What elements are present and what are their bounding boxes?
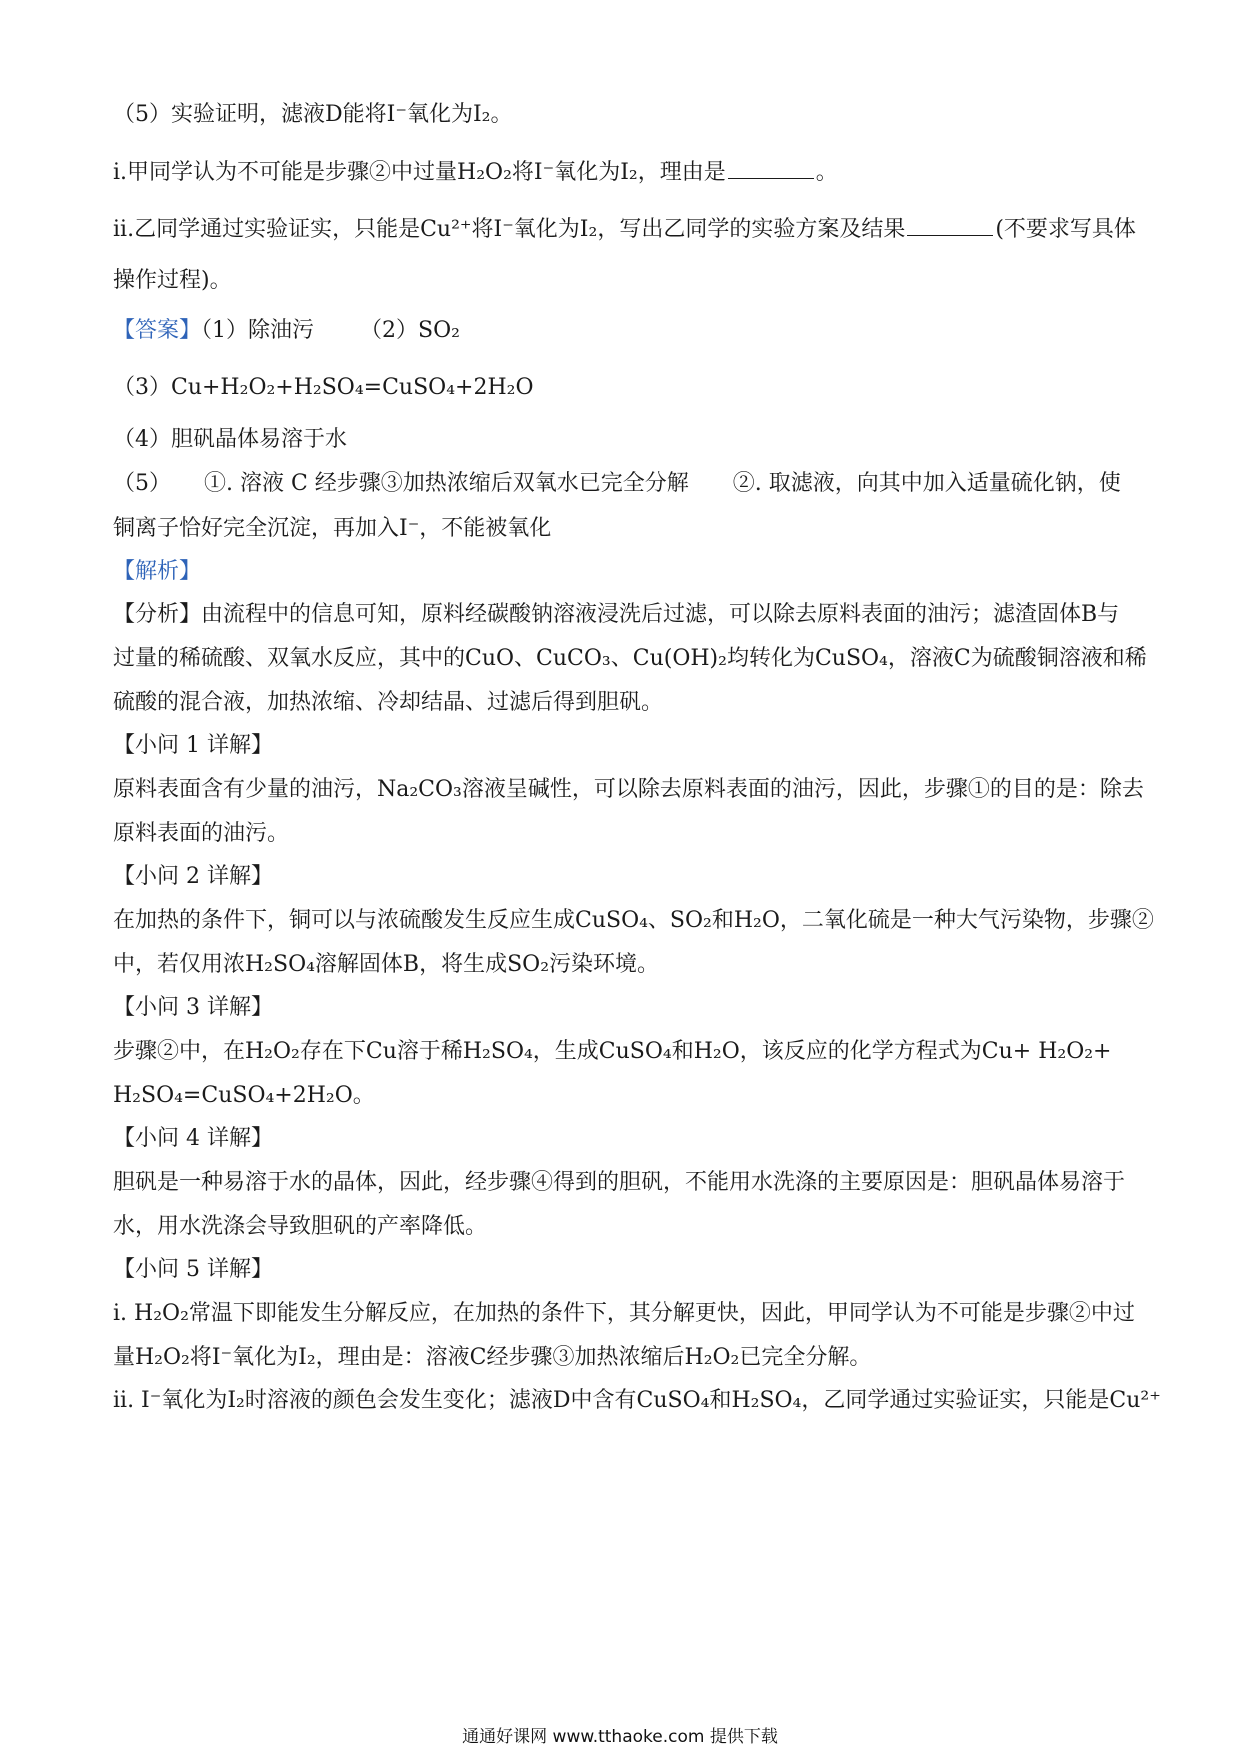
- analysis-label: 【解析】: [113, 559, 202, 584]
- sub-heading-2: 【小问 2 详解】: [113, 864, 273, 889]
- answer-blank: [728, 158, 814, 179]
- answer-3: （3）Cu+H₂O₂+H₂SO₄=CuSO₄+2H₂O: [113, 375, 534, 400]
- q5-ii-note: (不要求写具体: [995, 217, 1136, 242]
- sub-5-text: 量H₂O₂将I⁻氧化为I₂，理由是：溶液C经步骤③加热浓缩后H₂O₂已完全分解。: [113, 1345, 872, 1370]
- q5-intro: （5）实验证明，滤液D能将I⁻氧化为I₂。: [113, 102, 513, 127]
- page-footer: 通通好课网 www.tthaoke.com 提供下载: [462, 1727, 778, 1747]
- sub-heading-3: 【小问 3 详解】: [113, 995, 273, 1020]
- analysis-p1: 过量的稀硫酸、双氧水反应，其中的CuO、CuCO₃、Cu(OH)₂均转化为CuSO₄，溶液C为硫酸铜溶液和稀: [113, 646, 1147, 671]
- q5-i-end: 。: [815, 160, 838, 185]
- q5-ii: [113, 215, 1136, 245]
- sub-5-text: ii. I⁻氧化为I₂时溶液的颜色会发生变化；滤液D中含有CuSO₄和H₂SO₄，乙同学通过实验证实，只能是Cu²⁺: [113, 1388, 1161, 1413]
- answer-1: （1）除油污: [201, 318, 315, 343]
- q5-ii-text: ii.乙同学通过实验证实，只能是Cu²⁺将I⁻氧化为I₂，写出乙同学的实验方案及结果: [113, 217, 906, 242]
- answer-label: 【答案】: [113, 318, 202, 343]
- sub-4-text: 胆矾是一种易溶于水的晶体，因此，经步骤④得到的胆矾，不能用水洗涤的主要原因是：胆矾晶体易溶于: [113, 1170, 1126, 1195]
- sub-4-text: 水，用水洗涤会导致胆矾的产率降低。: [113, 1214, 488, 1239]
- sub-3-text: 步骤②中，在H₂O₂存在下Cu溶于稀H₂SO₄，生成CuSO₄和H₂O，该反应的化学方程式为Cu+ H₂O₂+: [113, 1039, 1112, 1064]
- sub-2-text: 中，若仅用浓H₂SO₄溶解固体B，将生成SO₂污染环境。: [113, 952, 660, 977]
- analysis-p1: 硫酸的混合液，加热浓缩、冷却结晶、过滤后得到胆矾。: [113, 690, 664, 715]
- answer-2: （2）SO₂: [360, 318, 460, 343]
- sub-5-text: i. H₂O₂常温下即能发生分解反应，在加热的条件下，其分解更快，因此，甲同学认为不可能是步骤②中过: [113, 1301, 1135, 1326]
- sub-2-text: 在加热的条件下，铜可以与浓硫酸发生反应生成CuSO₄、SO₂和H₂O，二氧化硫是一种大气污染物，步骤②: [113, 908, 1154, 933]
- q5-i-text: i.甲同学认为不可能是步骤②中过量H₂O₂将I⁻氧化为I₂，理由是: [113, 160, 726, 185]
- sub-3-text: H₂SO₄=CuSO₄+2H₂O。: [113, 1083, 375, 1108]
- sub-1-text: 原料表面含有少量的油污，Na₂CO₃溶液呈碱性，可以除去原料表面的油污，因此，步骤①的目的是：除去: [113, 777, 1144, 802]
- analysis-p1: 【分析】由流程中的信息可知，原料经碳酸钠溶液浸洗后过滤，可以除去原料表面的油污；滤渣固体B与: [113, 602, 1120, 627]
- sub-heading-4: 【小问 4 详解】: [113, 1126, 273, 1151]
- q5-i: [113, 158, 838, 188]
- answer-blank: [907, 215, 993, 236]
- q5-ii-cont: 操作过程)。: [113, 268, 232, 293]
- sub-heading-1: 【小问 1 详解】: [113, 733, 273, 758]
- answer-4: （4）胆矾晶体易溶于水: [113, 427, 347, 452]
- answer-5-line1: （5） ①. 溶液 C 经步骤③加热浓缩后双氧水已完全分解 ②. 取滤液，向其中加入适量硫化钠，使: [113, 471, 1121, 496]
- answer-5-line2: 铜离子恰好完全沉淀，再加入I⁻，不能被氧化: [113, 516, 552, 541]
- answer-row-1: [113, 316, 460, 346]
- sub-1-text: 原料表面的油污。: [113, 821, 290, 846]
- sub-heading-5: 【小问 5 详解】: [113, 1257, 273, 1282]
